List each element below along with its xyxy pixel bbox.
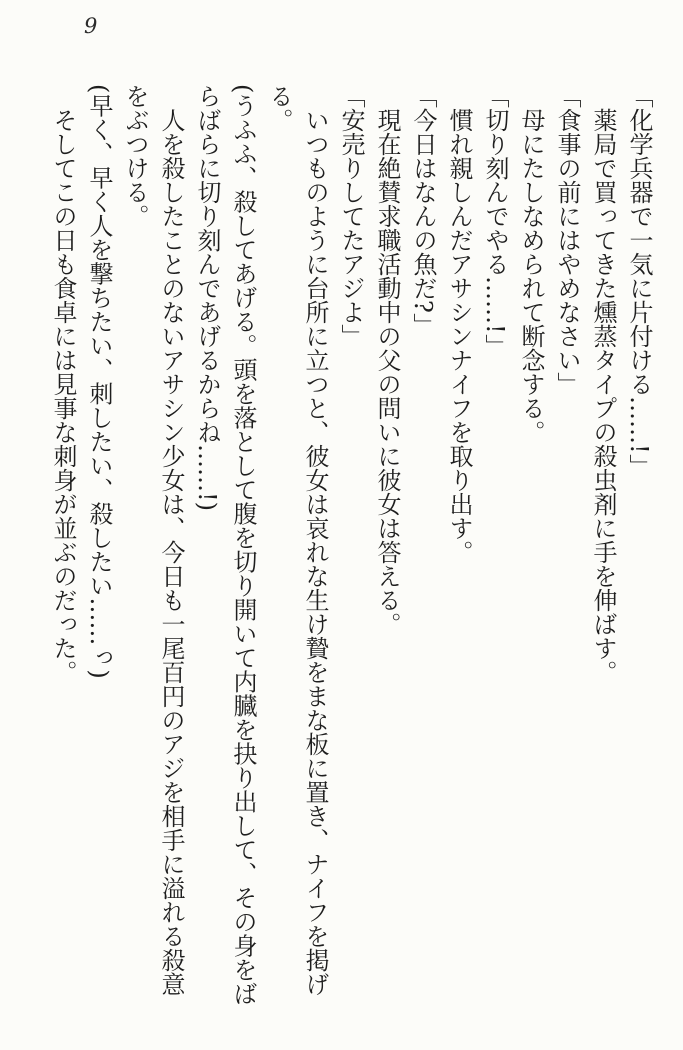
page-text bbox=[45, 84, 657, 1016]
paragraph-dialogue: 「安売りしてたアジよ」 bbox=[337, 84, 365, 348]
paragraph-dialogue: 「切り刻んでやる……!」 bbox=[481, 84, 509, 358]
paragraph-dialogue: 「今日はなんの魚だ?」 bbox=[409, 84, 437, 337]
paragraph-thought: (早く、早く人を撃ちたい、刺したい、殺したい……っ) bbox=[85, 84, 113, 679]
paragraph-narrative: いつものように台所に立つと、彼女は哀れな生け贄をまな板に置き、ナイフを掲げる。 bbox=[265, 84, 329, 996]
paragraph-narrative: 人を殺したことのないアサシン少女は、今日も一尾百円のアジを相手に溢れる殺意をぶつける。 bbox=[121, 84, 185, 996]
paragraph-narrative: そしてこの日も食卓には見事な刺身が並ぶのだった。 bbox=[49, 108, 77, 684]
paragraph-narrative: 薬局で買ってきた燻蒸タイプの殺虫剤に手を伸ばす。 bbox=[589, 108, 617, 684]
paragraph-dialogue: 「化学兵器で一気に片付ける……!」 bbox=[625, 84, 653, 478]
paragraph-narrative: 母にたしなめられて断念する。 bbox=[517, 108, 545, 444]
paragraph-thought: (うふふ、殺してあげる。頭を落として腹を切り開いて内臓を抉り出して、その身をばらばらに切り刻んであげるからね……!) bbox=[193, 84, 257, 1006]
paragraph-narrative: 慣れ親しんだアサシンナイフを取り出す。 bbox=[445, 108, 473, 564]
paragraph-dialogue: 「食事の前にはやめなさい」 bbox=[553, 84, 581, 396]
paragraph-narrative: 現在絶賛求職活動中の父の問いに彼女は答える。 bbox=[373, 108, 401, 636]
page-number: 9 bbox=[84, 14, 98, 38]
